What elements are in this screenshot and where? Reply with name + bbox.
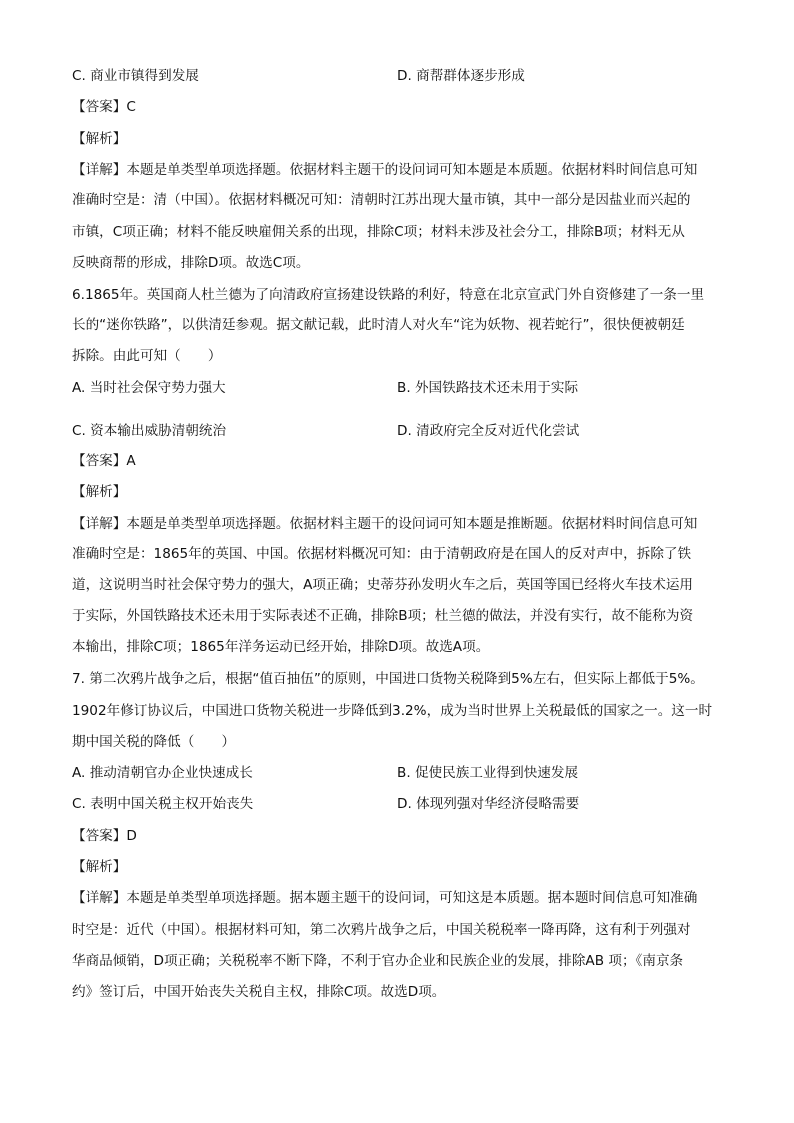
q5-option-c[interactable]: C. 商业市镇得到发展 (72, 68, 199, 84)
q7-option-c[interactable]: C. 表明中国关税主权开始丧失 (72, 796, 254, 812)
q5-detail-line: 反映商帮的形成，排除D项。故选C项。 (72, 255, 310, 271)
q6-option-b[interactable]: B. 外国铁路技术还未用于实际 (397, 380, 579, 396)
q7-answer (72, 826, 732, 846)
q6-answer-label: 【答案】 (72, 453, 127, 469)
q5-option-d[interactable]: D. 商帮群体逐步形成 (397, 68, 525, 84)
q7-answer-label: 【答案】 (72, 828, 127, 844)
q7-detail-line: 华商品倾销，D项正确；关税税率不断下降，不利于官办企业和民族企业的发展，排除AB 项；《南京条 (72, 953, 684, 969)
q6-stem-line: 拆除。由此可知（ ） (72, 348, 222, 364)
q5-detail-line: 准确时空是：清（中国）。依据材料概况可知：清朝时江苏出现大量市镇，其中一部分是因盐业而兴起的 (72, 192, 691, 208)
q6-detail-line: 【详解】本题是单类型单项选择题。依据材料主题干的设问词可知本题是推断题。依据材料时间信息可知 (72, 516, 698, 532)
q5-analysis-label: 【解析】 (72, 131, 127, 147)
q6-answer (72, 451, 732, 471)
q7-stem-line: 7. 第二次鸦片战争之后，根据“值百抽伍”的原则，中国进口货物关税降到5%左右，但实际上都低于5%。 (72, 671, 704, 687)
q7-detail-line: 【详解】本题是单类型单项选择题。据本题主题干的设问词，可知这是本质题。据本题时间信息可知准确 (72, 890, 698, 906)
q6-option-d[interactable]: D. 清政府完全反对近代化尝试 (397, 423, 580, 439)
q7-detail-line: 时空是：近代（中国）。根据材料可知，第二次鸦片战争之后，中国关税税率一降再降，这有利于列强对 (72, 922, 691, 938)
q6-stem-line: 6.1865年。英国商人杜兰德为了向清政府宣扬建设铁路的利好，特意在北京宣武门外自资修建了一条一里 (72, 287, 705, 303)
q7-option-a[interactable]: A. 推动清朝官办企业快速成长 (72, 765, 253, 781)
q7-answer-value: D (126, 828, 137, 844)
q6-detail-line: 道，这说明当时社会保守势力的强大，A项正确；史蒂芬孙发明火车之后，英国等国已经将火车技术运用 (72, 577, 694, 593)
q5-answer (72, 97, 732, 117)
q7-stem-line: 1902年修订协议后，中国进口货物关税进一步降低到3.2%，成为当时世界上关税最低的国家之一。这一时 (72, 703, 713, 719)
q7-detail-line: 约》签订后，中国开始丧失关税自主权，排除C项。故选D项。 (72, 984, 446, 1000)
q5-detail-line: 市镇，C项正确；材料不能反映雇佣关系的出现，排除C项；材料未涉及社会分工，排除B项；材料无从 (72, 224, 685, 240)
q6-analysis-label: 【解析】 (72, 484, 127, 500)
q6-detail-line: 准确时空是：1865年的英国、中国。依据材料概况可知：由于清朝政府是在国人的反对声中，拆除了铁 (72, 546, 692, 562)
q7-option-d[interactable]: D. 体现列强对华经济侵略需要 (397, 796, 580, 812)
q6-detail-line: 本输出，排除C项；1865年洋务运动已经开始，排除D项。故选A项。 (72, 639, 490, 655)
q6-stem-line: 长的“迷你铁路”，以供清廷参观。据文献记载，此时清人对火车“诧为妖物、视若蛇行”，很快便被朝廷 (72, 317, 685, 333)
q5-detail-line: 【详解】本题是单类型单项选择题。依据材料主题干的设问词可知本题是本质题。依据材料时间信息可知 (72, 162, 698, 178)
q6-option-a[interactable]: A. 当时社会保守势力强大 (72, 380, 226, 396)
q7-stem-line: 期中国关税的降低（ ） (72, 734, 236, 750)
q5-answer-label: 【答案】 (72, 99, 127, 115)
q5-answer-value: C (126, 99, 136, 115)
q7-analysis-label: 【解析】 (72, 859, 127, 875)
q6-answer-value: A (126, 453, 136, 469)
q6-option-c[interactable]: C. 资本输出威胁清朝统治 (72, 423, 227, 439)
q7-option-b[interactable]: B. 促使民族工业得到快速发展 (397, 765, 579, 781)
q6-detail-line: 于实际，外国铁路技术还未用于实际表述不正确，排除B项；杜兰德的做法，并没有实行，故不能称为资 (72, 608, 694, 624)
